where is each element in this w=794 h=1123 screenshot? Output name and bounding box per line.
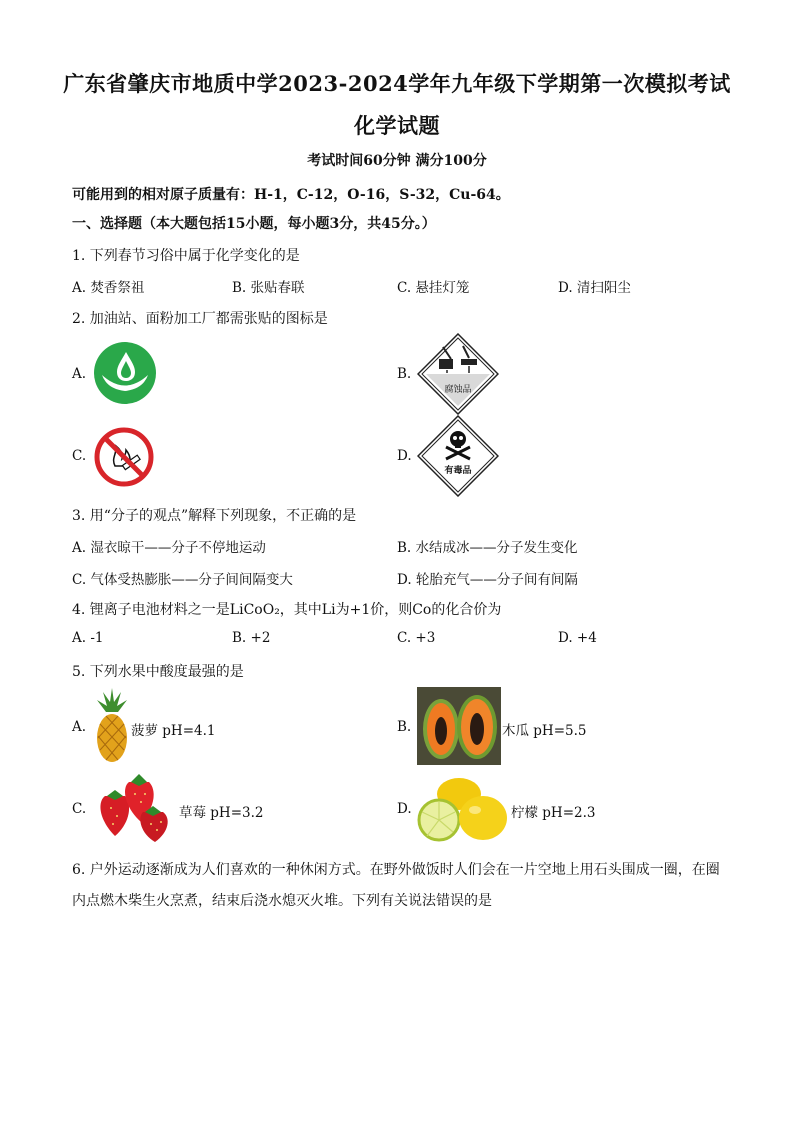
question-4-stem: 4. 锂离子电池材料之一是LiCoO₂，其中Li为+1价，则Co的化合价为: [72, 602, 502, 618]
corrosive-hazard-icon: [417, 333, 499, 415]
q4-option-b[interactable]: B. +2: [232, 630, 271, 646]
q3-option-d[interactable]: D. 轮胎充气——分子间有间隔: [397, 572, 578, 588]
q4-option-c[interactable]: C. +3: [397, 630, 436, 646]
q2-option-d[interactable]: D.: [397, 448, 412, 464]
exam-title-line2: 化学试题: [354, 113, 440, 138]
question-5-stem: 5. 下列水果中酸度最强的是: [72, 664, 244, 680]
q2-option-c[interactable]: C.: [72, 448, 87, 464]
corrosive-label: 腐蚀品: [444, 385, 472, 395]
toxic-label: 有毒品: [444, 466, 472, 476]
section-heading: 一、选择题（本大题包括15小题，每小题3分，共45分。）: [72, 216, 436, 232]
strawberry-caption: 草莓 pH=3.2: [179, 805, 264, 821]
q3-option-a[interactable]: A. 湿衣晾干——分子不停地运动: [72, 540, 266, 556]
q5-option-c[interactable]: C.: [72, 801, 87, 817]
atomic-mass-note: 可能用到的相对原子质量有：H-1，C-12，O-16，S-32，Cu-64。: [72, 187, 510, 203]
q4-option-d[interactable]: D. +4: [558, 630, 597, 646]
q3-option-b[interactable]: B. 水结成冰——分子发生变化: [397, 540, 578, 556]
toxic-hazard-icon: [417, 415, 499, 497]
question-6-stem-line2: 内点燃木柴生火烹煮，结束后浇水熄灭火堆。下列有关说法错误的是: [72, 893, 492, 909]
question-3-stem: 3. 用“分子的观点”解释下列现象，不正确的是: [72, 508, 357, 524]
q2-option-a[interactable]: A.: [72, 366, 87, 382]
q3-option-c[interactable]: C. 气体受热膨胀——分子间间隔变大: [72, 572, 293, 588]
water-saving-icon: [93, 341, 157, 405]
q5-option-a[interactable]: A.: [72, 719, 87, 735]
question-6-stem-line1: 6. 户外运动逐渐成为人们喜欢的一种休闲方式。在野外做饭时人们会在一片空地上用石头围成一圈，在圈: [72, 862, 720, 878]
lemon-caption: 柠檬 pH=2.3: [511, 805, 596, 821]
papaya-caption: 木瓜 pH=5.5: [502, 723, 587, 739]
question-1-stem: 1. 下列春节习俗中属于化学变化的是: [72, 248, 300, 264]
strawberry-image: [95, 772, 179, 844]
exam-title-line1: 广东省肇庆市地质中学2023-2024学年九年级下学期第一次模拟考试: [63, 71, 731, 96]
q2-option-b[interactable]: B.: [397, 366, 412, 382]
no-fire-icon: [93, 426, 155, 488]
q1-option-b[interactable]: B. 张贴春联: [232, 280, 305, 296]
lemon-image: [417, 772, 511, 846]
q1-option-c[interactable]: C. 悬挂灯笼: [397, 280, 470, 296]
pineapple-caption: 菠萝 pH=4.1: [131, 723, 216, 739]
q5-option-b[interactable]: B.: [397, 719, 412, 735]
q1-option-a[interactable]: A. 焚香祭祖: [72, 280, 145, 296]
q4-option-a[interactable]: A. -1: [72, 630, 104, 646]
q5-option-d[interactable]: D.: [397, 801, 412, 817]
papaya-image: [417, 687, 501, 765]
pineapple-image: [94, 688, 130, 764]
exam-info: 考试时间60分钟 满分100分: [307, 153, 487, 169]
q1-option-d[interactable]: D. 清扫阳尘: [558, 280, 631, 296]
question-2-stem: 2. 加油站、面粉加工厂都需张贴的图标是: [72, 311, 328, 327]
